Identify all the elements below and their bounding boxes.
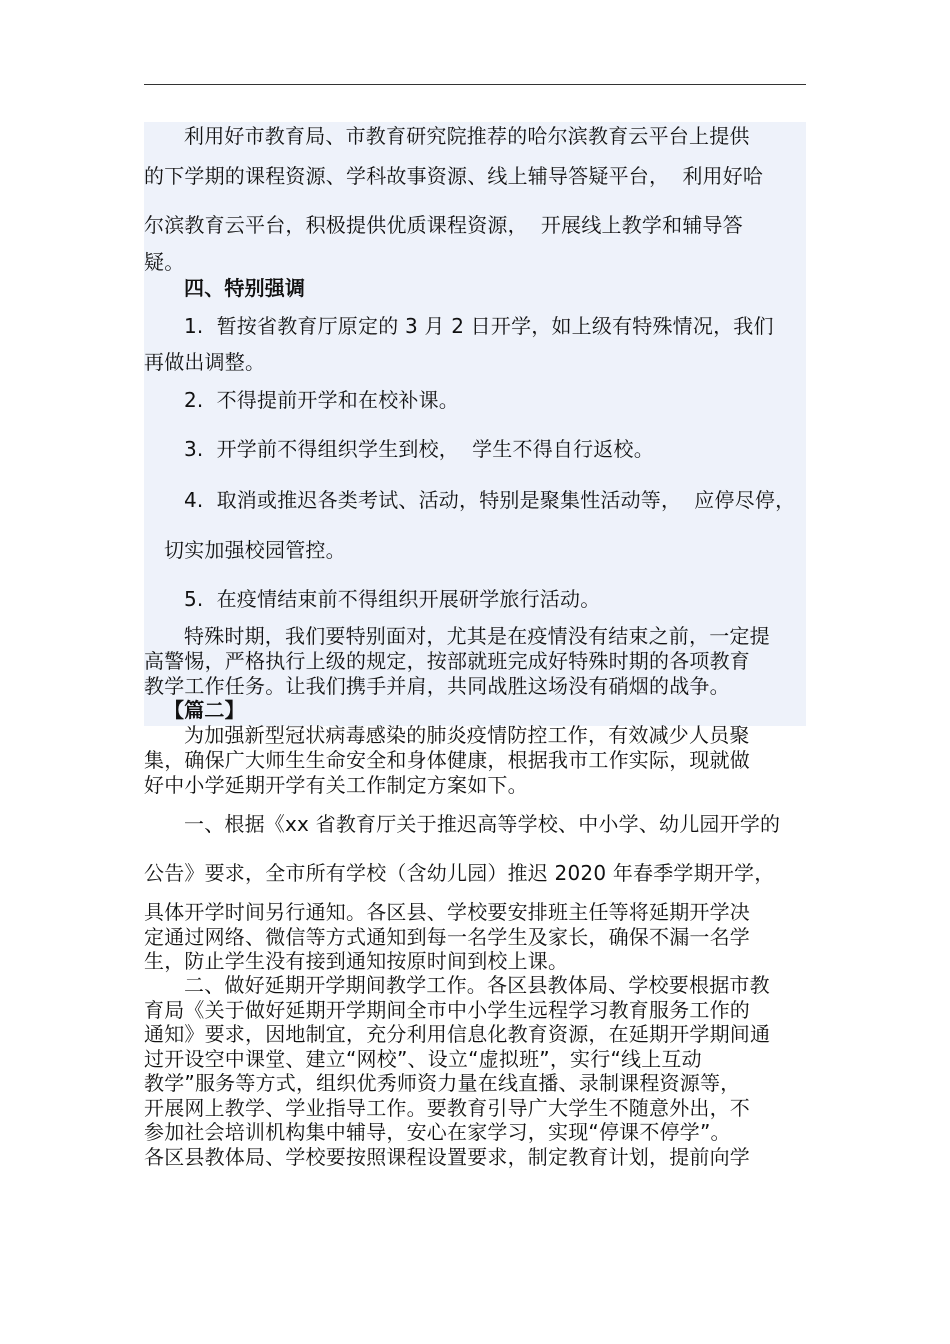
- text-line: 通知》要求，因地制宜，充分利用信息化教育资源，在延期开学期间通: [144, 1022, 771, 1046]
- list-item: 3. 开学前不得组织学生到校， 学生不得自行返校。: [184, 437, 654, 461]
- text-line: 一、根据《xx 省教育厅关于推迟高等学校、中小学、幼儿园开学的: [184, 812, 781, 836]
- text-line: 教学工作任务。让我们携手并肩，共同战胜这场没有硝烟的战争。: [144, 674, 730, 698]
- text-line: 的下学期的课程资源、学科故事资源、线上辅导答疑平台， 利用好哈: [144, 164, 764, 188]
- text-line: 再做出调整。: [144, 350, 266, 374]
- text-line: 生，防止学生没有接到通知按原时间到校上课。: [144, 949, 569, 973]
- header-rule: [144, 84, 806, 85]
- text-line: 集，确保广大师生生命安全和身体健康，根据我市工作实际，现就做: [144, 748, 750, 772]
- list-item: 5. 在疫情结束前不得组织开展研学旅行活动。: [184, 587, 601, 611]
- text-line: 为加强新型冠状病毒感染的肺炎疫情防控工作，有效减少人员聚: [184, 723, 750, 747]
- text-line: 高警惕，严格执行上级的规定，按部就班完成好特殊时期的各项教育: [144, 649, 750, 673]
- text-line: 特殊时期，我们要特别面对，尤其是在疫情没有结束之前，一定提: [184, 624, 770, 648]
- section-heading: 四、特别强调: [184, 276, 306, 300]
- text-line: 教学”服务等方式，组织优秀师资力量在线直播、录制课程资源等，: [144, 1071, 741, 1095]
- section-heading: 【篇二】: [164, 698, 245, 722]
- list-item: 2. 不得提前开学和在校补课。: [184, 388, 459, 412]
- text-line: 过开设空中课堂、建立“网校”、设立“虚拟班”，实行“线上互动: [144, 1047, 702, 1071]
- text-line: 开展网上教学、学业指导工作。要教育引导广大学生不随意外出，不: [144, 1096, 750, 1120]
- text-line: 具体开学时间另行通知。各区县、学校要安排班主任等将延期开学决: [144, 900, 750, 924]
- text-line: 二、做好延期开学期间教学工作。各区县教体局、学校要根据市教: [184, 973, 770, 997]
- text-line: 参加社会培训机构集中辅导，安心在家学习，实现“停课不停学”。: [144, 1120, 731, 1144]
- text-line: 疑。: [144, 250, 185, 274]
- text-line: 定通过网络、微信等方式通知到每一名学生及家长，确保不漏一名学: [144, 925, 750, 949]
- text-line: 公告》要求，全市所有学校（含幼儿园）推迟 2020 年春季学期开学，: [144, 861, 775, 885]
- text-line: 切实加强校园管控。: [164, 538, 346, 562]
- text-line: 育局《关于做好延期开学期间全市中小学生远程学习教育服务工作的: [144, 998, 750, 1022]
- text-line: 好中小学延期开学有关工作制定方案如下。: [144, 773, 528, 797]
- text-line: 各区县教体局、学校要按照课程设置要求，制定教育计划，提前向学: [144, 1145, 750, 1169]
- text-line: 利用好市教育局、市教育研究院推荐的哈尔滨教育云平台上提供: [184, 124, 750, 148]
- text-line: 尔滨教育云平台，积极提供优质课程资源， 开展线上教学和辅导答: [144, 213, 743, 237]
- list-item: 4. 取消或推迟各类考试、活动，特别是聚集性活动等， 应停尽停，: [184, 488, 796, 512]
- list-item: 1. 暂按省教育厅原定的 3 月 2 日开学，如上级有特殊情况，我们: [184, 314, 774, 338]
